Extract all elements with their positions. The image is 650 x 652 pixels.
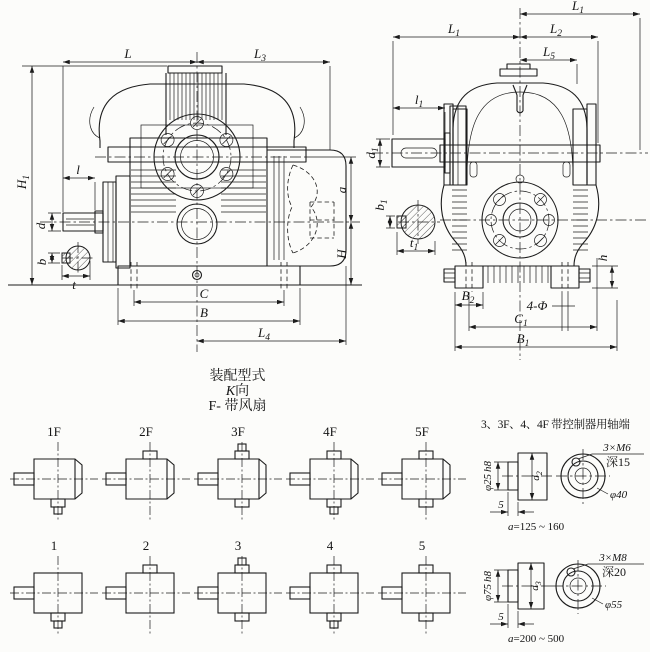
dim-label-L4: $L_4$ xyxy=(258,325,270,343)
range-label: a=200 ~ 500 xyxy=(508,633,565,645)
variant-cell-2 xyxy=(100,538,192,639)
assembly-note xyxy=(150,369,325,414)
dim-label-b: b xyxy=(34,258,49,266)
dim-label-C: C xyxy=(199,286,209,301)
dim-label-a: a xyxy=(334,186,349,194)
variant-cell-2f xyxy=(100,424,192,525)
collar-width-label: 5 xyxy=(498,499,504,511)
variant-label: 1 xyxy=(50,538,58,553)
shaft-end-title: 3、3F、4、4F 带控制器用轴端 xyxy=(481,419,630,431)
variant-icon-3f xyxy=(192,439,284,525)
variant-cell-5 xyxy=(376,538,468,639)
variant-icon-2 xyxy=(100,553,192,639)
dim-label-C1: $C_1$ xyxy=(514,311,528,329)
thread-depth-label: 深20 xyxy=(601,565,627,579)
variant-icon-3 xyxy=(192,553,284,639)
assembly-note-title: 装配型式 xyxy=(209,369,266,384)
variant-label: 2 xyxy=(142,538,150,553)
variant-label: 5 xyxy=(418,538,426,553)
variant-label: 5F xyxy=(415,424,429,439)
dim-label-t1: $t_1$ xyxy=(409,235,419,253)
shaft-dia-label: φ25h8 xyxy=(482,460,494,492)
variant-cell-3 xyxy=(192,538,284,639)
front-view xyxy=(8,46,362,352)
variant-row-fan xyxy=(8,424,472,525)
collar-width-label: 5 xyxy=(498,611,504,623)
dim-label-b1: $b_1$ xyxy=(372,199,390,211)
variant-icon-2f xyxy=(100,439,192,525)
bore-dia-label: $d_3$ xyxy=(529,581,543,591)
dim-label-h: h xyxy=(595,254,610,262)
dim-label-L1: $L_1$ xyxy=(448,21,460,39)
variant-cell-1 xyxy=(8,538,100,639)
dim-label-L1-top: $L_1$ xyxy=(572,0,584,16)
face-dia-label: φ40 xyxy=(610,489,628,501)
thread-label: 3×M6 xyxy=(603,442,631,454)
dim-label-t: t xyxy=(72,277,76,292)
shaft-end-detail-2 xyxy=(480,548,650,648)
variant-icon-1f xyxy=(8,439,100,525)
dim-label-d: d xyxy=(33,222,48,230)
side-dimensions xyxy=(363,0,640,351)
variant-label: 4F xyxy=(323,424,337,439)
variant-cell-3f xyxy=(192,424,284,525)
variant-cell-5f xyxy=(376,424,468,525)
dim-label-4phi: 4-Φ xyxy=(526,298,548,313)
front-dimensions xyxy=(14,46,356,345)
thread-depth-label: 深15 xyxy=(605,455,631,469)
variant-cell-4 xyxy=(284,538,376,639)
dim-label-H1: $H_1$ xyxy=(14,174,32,190)
side-view xyxy=(363,0,648,360)
dim-label-l1: $l_1$ xyxy=(414,92,424,110)
variant-icon-4f xyxy=(284,439,376,525)
dim-label-L: L xyxy=(124,46,132,61)
face-dia-label: φ55 xyxy=(605,599,623,611)
assembly-note-fan: F- 带风扇 xyxy=(208,399,267,414)
bore-dia-label: $d_2$ xyxy=(530,471,544,481)
dim-label-L3: $L_3$ xyxy=(254,46,266,64)
thread-label: 3×M8 xyxy=(599,552,627,564)
variant-label: 4 xyxy=(326,538,334,553)
range-label: a=125 ~ 160 xyxy=(508,521,565,533)
variant-icon-4 xyxy=(284,553,376,639)
variant-label: 3 xyxy=(234,538,242,553)
assembly-note-direction: K向 xyxy=(225,384,250,399)
variant-label: 1F xyxy=(47,424,61,439)
variant-row-plain xyxy=(8,538,472,639)
shaft-dia-label: φ75h8 xyxy=(482,570,494,602)
shaft-end-detail-1 xyxy=(480,434,650,542)
dim-label-L5: $L_5$ xyxy=(543,44,555,62)
dim-label-H: H xyxy=(334,249,349,259)
dim-label-l: l xyxy=(76,162,80,177)
variant-icon-1 xyxy=(8,553,100,639)
variant-icon-5 xyxy=(376,553,468,639)
variant-icon-5f xyxy=(376,439,468,525)
variant-label: 2F xyxy=(139,424,153,439)
variant-cell-1f xyxy=(8,424,100,525)
variant-label: 3F xyxy=(231,424,245,439)
variant-cell-4f xyxy=(284,424,376,525)
dim-label-B: B xyxy=(200,305,208,320)
dim-label-B1: $B_1$ xyxy=(516,331,530,349)
dim-label-L2: $L_2$ xyxy=(550,21,562,39)
dim-label-B2: $B_2$ xyxy=(461,288,475,306)
dim-label-d1: $d_1$ xyxy=(363,147,381,159)
